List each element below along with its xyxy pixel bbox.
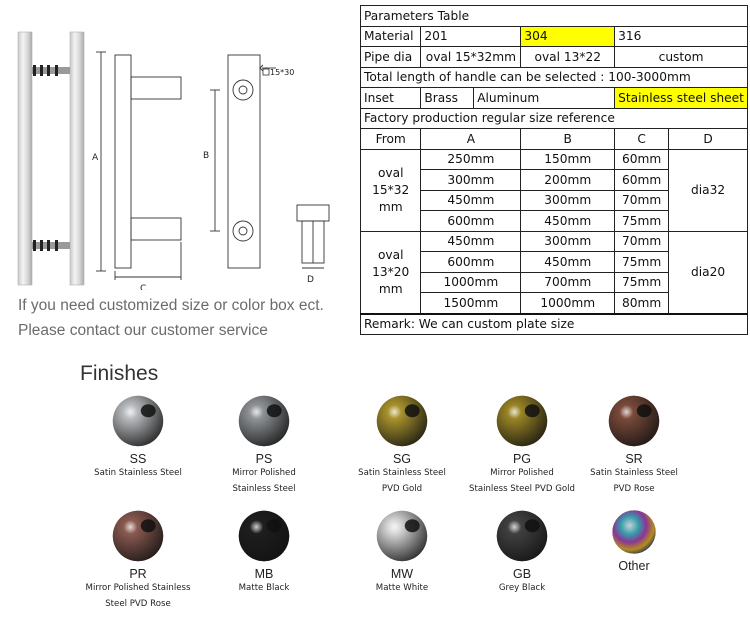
handle-technical-drawing <box>0 0 360 290</box>
ball-icon <box>494 393 550 449</box>
finish-swatch-other <box>564 508 704 572</box>
dim-d-label: D <box>307 275 314 285</box>
b-cell: 450mm <box>521 211 615 232</box>
finish-code: Other <box>618 559 650 573</box>
ball-icon <box>110 393 166 449</box>
dim-c-label: C <box>140 284 147 290</box>
ball-icon <box>606 393 662 449</box>
c-cell: 70mm <box>615 190 669 211</box>
header-from: From <box>361 129 421 150</box>
c-cell: 75mm <box>615 272 669 293</box>
b-cell: 700mm <box>521 272 615 293</box>
from-line: mm <box>378 199 403 214</box>
table-row <box>361 314 748 335</box>
finish-code: SR <box>625 452 643 466</box>
finish-swatch-pr <box>68 508 208 613</box>
from-line: oval <box>377 165 404 180</box>
from-line: 15*32 <box>372 182 410 197</box>
finish-name: Matte Black <box>238 583 290 593</box>
c-cell: 60mm <box>615 149 669 170</box>
dim-b-label: B <box>203 151 210 161</box>
finishes-title: Finishes <box>80 362 159 385</box>
inset-cell: Aluminum <box>474 88 615 109</box>
a-cell: 450mm <box>421 231 521 252</box>
table-row <box>361 231 748 252</box>
pipe-cell: oval 15*32mm <box>421 47 521 68</box>
front-view <box>210 55 276 268</box>
inset-cell: Brass <box>421 88 474 109</box>
ball-icon <box>610 508 658 556</box>
from-line: mm <box>378 281 403 296</box>
finish-name: Satin Stainless Steel <box>358 468 446 478</box>
table-row <box>361 47 748 68</box>
from-line: oval <box>377 247 404 262</box>
finish-name: Satin Stainless Steel <box>590 468 678 478</box>
custom-size-note: If you need customized size or color box ect. <box>18 297 324 314</box>
finish-swatch-mw <box>332 508 472 596</box>
length-note: Total length of handle can be selected : 100-3000mm <box>361 67 748 88</box>
d-cell: dia32 <box>669 149 748 231</box>
a-cell: 600mm <box>421 211 521 232</box>
c-cell: 80mm <box>615 293 669 314</box>
finish-code: SS <box>129 452 147 466</box>
table-row <box>361 26 748 47</box>
pipe-label: Pipe dia <box>361 47 421 68</box>
b-cell: 450mm <box>521 252 615 273</box>
inset-label: Inset <box>361 88 421 109</box>
ball-icon <box>236 508 292 564</box>
finish-name: PVD Gold <box>381 484 423 494</box>
factory-note: Factory production regular size reference <box>361 108 748 129</box>
header-b: B <box>521 129 615 150</box>
finish-swatch-ss <box>68 393 208 481</box>
a-cell: 1000mm <box>421 272 521 293</box>
remark-cell: Remark: We can custom plate size <box>361 314 748 335</box>
finish-code: PR <box>129 567 147 581</box>
pipe-cell: custom <box>615 47 748 68</box>
b-cell: 200mm <box>521 170 615 191</box>
finish-name: PVD Rose <box>613 484 655 494</box>
b-cell: 1000mm <box>521 293 615 314</box>
b-cell: 150mm <box>521 149 615 170</box>
finish-name: Stainless Steel <box>232 484 296 494</box>
inset-cell-highlight: Stainless steel sheet <box>615 88 748 109</box>
a-cell: 300mm <box>421 170 521 191</box>
finish-code: GB <box>512 567 532 581</box>
a-cell: 250mm <box>421 149 521 170</box>
finish-name: Satin Stainless Steel <box>94 468 182 478</box>
c-cell: 60mm <box>615 170 669 191</box>
from-cell <box>361 231 421 314</box>
finish-name: Matte White <box>375 583 429 593</box>
finish-name: Mirror Polished <box>490 468 554 478</box>
finish-swatch-ps <box>194 393 334 498</box>
a-cell: 1500mm <box>421 293 521 314</box>
parameters-table <box>360 5 748 335</box>
finish-name: Mirror Polished Stainless <box>85 583 191 593</box>
material-cell: 201 <box>421 26 521 47</box>
finish-name: Mirror Polished <box>232 468 296 478</box>
post-detail <box>297 205 329 268</box>
table-header-row <box>361 129 748 150</box>
table-row <box>361 108 748 129</box>
ball-icon <box>236 393 292 449</box>
from-cell <box>361 149 421 231</box>
finish-code: MB <box>254 567 274 581</box>
contact-note: Please contact our customer service <box>18 322 268 339</box>
handle-photo <box>18 32 84 285</box>
pipe-cell: oval 13*22 <box>521 47 615 68</box>
ball-icon <box>374 393 430 449</box>
table-row <box>361 6 748 27</box>
header-a: A <box>421 129 521 150</box>
finish-name: Steel PVD Rose <box>105 599 171 609</box>
c-cell: 75mm <box>615 252 669 273</box>
ball-icon <box>374 508 430 564</box>
ball-icon <box>110 508 166 564</box>
dim-a-label: A <box>92 153 99 163</box>
side-view <box>96 52 181 280</box>
c-cell: 75mm <box>615 211 669 232</box>
header-c: C <box>615 129 669 150</box>
material-cell-highlight: 304 <box>521 26 615 47</box>
b-cell: 300mm <box>521 231 615 252</box>
table-row <box>361 149 748 170</box>
table-title: Parameters Table <box>361 6 748 27</box>
material-cell: 316 <box>615 26 748 47</box>
table-row <box>361 88 748 109</box>
finish-code: PG <box>512 452 532 466</box>
from-line: 13*20 <box>372 264 410 279</box>
header-d: D <box>669 129 748 150</box>
finish-code: SG <box>392 452 412 466</box>
material-label: Material <box>361 26 421 47</box>
c-cell: 70mm <box>615 231 669 252</box>
finish-swatch-sg <box>332 393 472 498</box>
finish-code: PS <box>255 452 273 466</box>
section-size-label: 15*30 <box>270 68 295 77</box>
a-cell: 450mm <box>421 190 521 211</box>
d-cell: dia20 <box>669 231 748 314</box>
ball-icon <box>494 508 550 564</box>
finish-code: MW <box>390 567 414 581</box>
a-cell: 600mm <box>421 252 521 273</box>
finish-name: Stainless Steel PVD Gold <box>469 484 575 494</box>
table-row <box>361 67 748 88</box>
finish-swatch-mb <box>194 508 334 596</box>
finish-name: Grey Black <box>498 583 546 593</box>
b-cell: 300mm <box>521 190 615 211</box>
finish-swatch-sr <box>564 393 704 498</box>
